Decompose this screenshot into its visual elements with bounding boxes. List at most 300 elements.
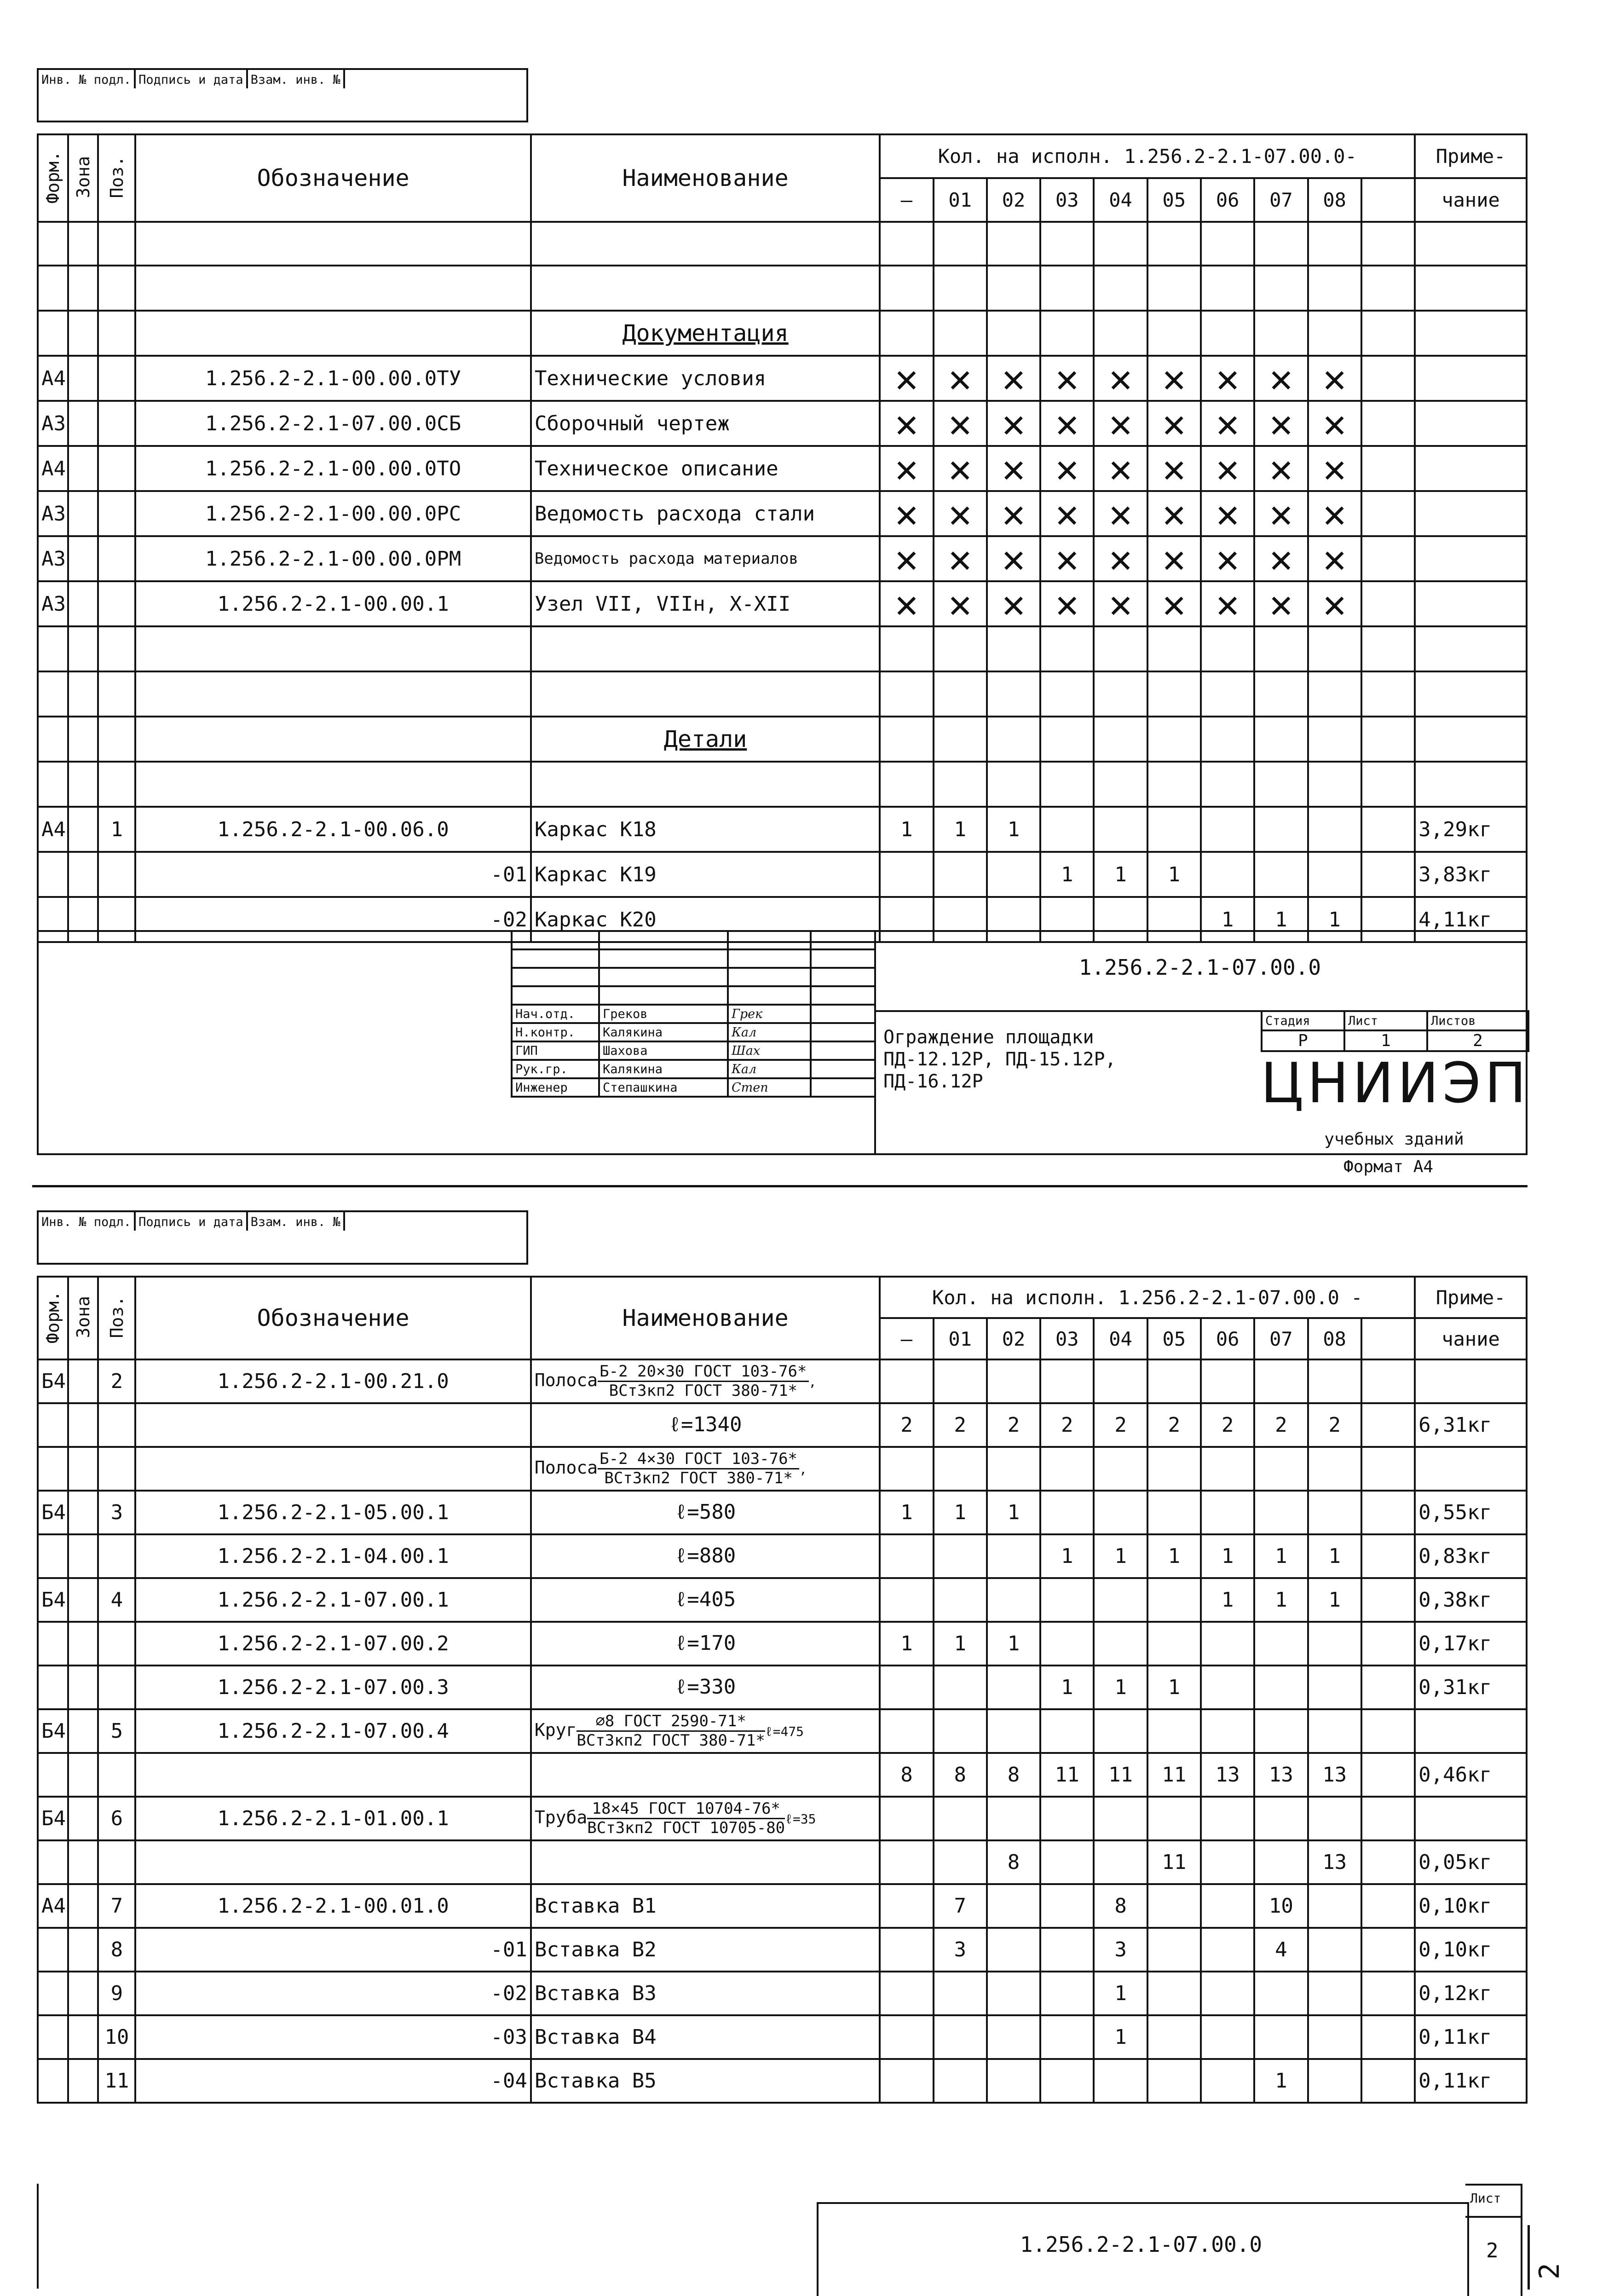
quantity: [1040, 1578, 1094, 1622]
note: 0,38кг: [1415, 1578, 1527, 1622]
empty-cell: [98, 266, 135, 311]
format-code: [38, 1928, 68, 1972]
hdr-variant: 07: [1254, 178, 1308, 222]
cross-mark: ✕: [987, 356, 1040, 401]
quantity: [880, 852, 933, 897]
empty-cell: [68, 762, 98, 807]
table-row: [38, 626, 1527, 671]
material-suffix: ℓ=35: [785, 1811, 816, 1827]
hdr-prim-1: Приме-: [1415, 1277, 1527, 1318]
quantity: [1147, 1972, 1201, 2015]
quantity: [934, 1666, 987, 1709]
hdr-variant: —: [880, 178, 933, 222]
quantity: [1147, 1797, 1201, 1840]
cross-mark: ✕: [1094, 401, 1147, 446]
cross-mark: ✕: [1094, 581, 1147, 626]
empty-cell: [1254, 222, 1308, 266]
table-row: [38, 356, 1527, 401]
designation: 1.256.2-2.1-07.00.2: [135, 1622, 531, 1666]
quantity: [1040, 1884, 1094, 1928]
empty-cell: [98, 311, 135, 356]
material-profile: Б-2 4×30 ГОСТ 103-76*: [598, 1450, 799, 1469]
quantity: [1361, 1359, 1415, 1403]
quantity: [987, 1534, 1040, 1578]
designation: 1.256.2-2.1-07.00.1: [135, 1578, 531, 1622]
quantity: 1: [1254, 897, 1308, 942]
quantity: [1361, 1797, 1415, 1840]
cross-mark: ✕: [1094, 536, 1147, 581]
format-code: А4: [38, 1884, 68, 1928]
material-type: Полоса: [534, 1370, 598, 1390]
quantity: 1: [987, 1622, 1040, 1666]
cross-mark: ✕: [1040, 446, 1094, 491]
tb-person: Калякина: [599, 1023, 728, 1041]
format-code: [38, 1534, 68, 1578]
quantity: 2: [1254, 1403, 1308, 1447]
tb-signature: Кал: [728, 1060, 811, 1078]
material-steel: ВСт3кп2 ГОСТ 380-71*: [577, 1731, 765, 1750]
empty-cell: [1040, 222, 1094, 266]
section-heading-details: Детали: [531, 717, 880, 762]
format-code: [38, 1403, 68, 1447]
quantity: 1: [1094, 1534, 1147, 1578]
cross-mark: ✕: [934, 536, 987, 581]
tb-format: Формат А4: [1343, 1157, 1434, 1176]
note: 0,31кг: [1415, 1666, 1527, 1709]
quantity: 13: [1308, 1840, 1361, 1884]
position-number: [98, 1753, 135, 1797]
tb-title: [883, 1026, 1251, 1093]
cross-mark: ✕: [1308, 536, 1361, 581]
table-row: [38, 1840, 1527, 1884]
quantity: [1308, 2015, 1361, 2059]
empty-cell: [98, 536, 135, 581]
tb-signature: Кал: [728, 1023, 811, 1041]
format-code: [38, 897, 68, 942]
empty-cell: [934, 671, 987, 717]
quantity: [1361, 1578, 1415, 1622]
empty-cell: [38, 762, 68, 807]
item-name: ℓ=880: [531, 1534, 880, 1578]
empty-cell: [1361, 626, 1415, 671]
quantity: [1201, 1622, 1254, 1666]
format-code: [38, 1666, 68, 1709]
quantity: [1201, 2059, 1254, 2103]
quantity: [1361, 1928, 1415, 1972]
material-type: Полоса: [534, 1457, 598, 1478]
hdr-oboznachenie: Обозначение: [135, 134, 531, 222]
quantity: [1361, 1622, 1415, 1666]
empty-cell: [934, 222, 987, 266]
cross-mark: ✕: [987, 446, 1040, 491]
item-name: Вставка В3: [531, 1972, 880, 2015]
hdr-variant: 07: [1254, 1318, 1308, 1359]
empty-cell: [531, 671, 880, 717]
empty-cell: [38, 671, 68, 717]
quantity: 1: [880, 807, 933, 852]
quantity: [1147, 1884, 1201, 1928]
material-suffix: ℓ=475: [765, 1724, 804, 1739]
empty-cell: [68, 1622, 98, 1666]
tb-role: Н.контр.: [512, 1023, 599, 1041]
empty-cell: [68, 1359, 98, 1403]
item-name: Каркас К20: [531, 897, 880, 942]
hdr-oboznachenie: Обозначение: [135, 1277, 531, 1359]
quantity: [1361, 1666, 1415, 1709]
position-number: 6: [98, 1797, 135, 1840]
quantity: [880, 1534, 933, 1578]
empty-cell: [987, 671, 1040, 717]
quantity: [1147, 1491, 1201, 1534]
quantity: [1361, 1753, 1415, 1797]
empty-cell: [1040, 762, 1094, 807]
quantity: 1: [880, 1491, 933, 1534]
designation: 1.256.2-2.1-00.21.0: [135, 1359, 531, 1403]
quantity: 1: [1254, 1578, 1308, 1622]
hdr-variant: [1361, 178, 1415, 222]
quantity: [934, 1534, 987, 1578]
table-row: [38, 446, 1527, 491]
empty-cell: [934, 266, 987, 311]
empty-cell: [135, 671, 531, 717]
cross-mark: ✕: [987, 401, 1040, 446]
cross-mark: ✕: [880, 446, 933, 491]
quantity: [1361, 807, 1415, 852]
empty-cell: [1415, 762, 1527, 807]
empty-cell: [1254, 717, 1308, 762]
quantity: 1: [1147, 1666, 1201, 1709]
position-number: [98, 1403, 135, 1447]
cross-mark: ✕: [934, 401, 987, 446]
quantity: [1254, 1666, 1308, 1709]
quantity: [1040, 1972, 1094, 2015]
footer-list-number: 2: [1486, 2239, 1499, 2262]
table-row: [38, 1797, 1527, 1840]
empty-cell: [1201, 222, 1254, 266]
quantity: [1308, 1491, 1361, 1534]
format-code: [38, 1447, 68, 1491]
quantity: 1: [880, 1622, 933, 1666]
empty-cell: [68, 1972, 98, 2015]
tb-list-label: Лист: [1344, 1011, 1427, 1030]
empty-cell: [1201, 671, 1254, 717]
empty-cell: [68, 897, 98, 942]
empty-cell: [1415, 626, 1527, 671]
item-name: ℓ=1340: [531, 1403, 880, 1447]
designation: -02: [135, 1972, 531, 2015]
quantity: [1361, 1403, 1415, 1447]
sheet-2: [0, 1197, 1620, 2289]
empty-cell: [135, 717, 531, 762]
quantity: [1040, 1622, 1094, 1666]
empty-cell: [68, 1666, 98, 1709]
empty-cell: [68, 1928, 98, 1972]
quantity: 1: [1201, 1578, 1254, 1622]
tb-role: Инженер: [512, 1078, 599, 1097]
empty-cell: [987, 762, 1040, 807]
quantity: [934, 897, 987, 942]
quantity: [1094, 1840, 1147, 1884]
quantity: [934, 1359, 987, 1403]
quantity: 13: [1201, 1753, 1254, 1797]
empty-cell: [1147, 626, 1201, 671]
designation: 1.256.2-2.1-00.00.0РС: [135, 491, 531, 536]
cross-mark: ✕: [1201, 491, 1254, 536]
cross-mark: ✕: [934, 446, 987, 491]
quantity: [1254, 1491, 1308, 1534]
cross-mark: ✕: [1094, 356, 1147, 401]
quantity: [987, 1972, 1040, 2015]
stamp-inv-podl: Инв. № подл.: [39, 1212, 136, 1231]
cross-mark: ✕: [880, 491, 933, 536]
format-code: [38, 1972, 68, 2015]
quantity: 3: [1094, 1928, 1147, 1972]
quantity: [1308, 1797, 1361, 1840]
empty-cell: [68, 1753, 98, 1797]
quantity: [880, 2059, 933, 2103]
empty-cell: [68, 671, 98, 717]
cross-mark: ✕: [1201, 536, 1254, 581]
quantity: [1308, 852, 1361, 897]
empty-cell: [135, 222, 531, 266]
empty-cell: [68, 1709, 98, 1753]
empty-cell: [934, 311, 987, 356]
quantity: [1201, 1928, 1254, 1972]
item-name: [531, 1447, 880, 1491]
position-number: 2: [98, 1359, 135, 1403]
empty-cell: [1201, 311, 1254, 356]
designation: 1.256.2-2.1-00.00.1: [135, 581, 531, 626]
quantity: [1040, 1359, 1094, 1403]
quantity: 1: [1040, 1666, 1094, 1709]
material-fraction: [598, 1363, 808, 1400]
table-row: [38, 1403, 1527, 1447]
tb-organisation: ЦНИИЭП: [1261, 1052, 1530, 1116]
quantity: 4: [1254, 1928, 1308, 1972]
quantity: [1147, 1622, 1201, 1666]
cross-mark: ✕: [1147, 356, 1201, 401]
empty-cell: [1094, 222, 1147, 266]
quantity: 1: [1201, 897, 1254, 942]
empty-cell: [135, 311, 531, 356]
quantity: [987, 852, 1040, 897]
quantity: [1308, 1666, 1361, 1709]
note: 0,10кг: [1415, 1928, 1527, 1972]
item-name: [531, 1709, 880, 1753]
item-name: ℓ=330: [531, 1666, 880, 1709]
empty-cell: [531, 762, 880, 807]
empty-cell: [880, 311, 933, 356]
quantity: [1040, 807, 1094, 852]
quantity: [987, 1928, 1040, 1972]
quantity: 11: [1040, 1753, 1094, 1797]
quantity: [1094, 2059, 1147, 2103]
empty-cell: [1147, 717, 1201, 762]
note: 0,12кг: [1415, 1972, 1527, 2015]
cross-mark: ✕: [1308, 446, 1361, 491]
item-name: ℓ=170: [531, 1622, 880, 1666]
empty-cell: [68, 852, 98, 897]
empty-cell: [1415, 446, 1527, 491]
empty-cell: [68, 717, 98, 762]
item-name: Вставка В1: [531, 1884, 880, 1928]
empty-cell: [1147, 311, 1201, 356]
sheet-divider: [32, 1185, 1528, 1187]
quantity: 11: [1147, 1753, 1201, 1797]
empty-cell: [1201, 266, 1254, 311]
tb-organisation-sub: учебных зданий: [1324, 1130, 1464, 1149]
quantity: [1201, 1972, 1254, 2015]
empty-cell: [98, 626, 135, 671]
designation: 1.256.2-2.1-04.00.1: [135, 1534, 531, 1578]
tb-title-line: ПД-12.12Р, ПД-15.12Р,: [883, 1049, 1116, 1070]
empty-cell: [531, 626, 880, 671]
format-code: А4: [38, 356, 68, 401]
empty-cell: [1415, 581, 1527, 626]
quantity: [1040, 1709, 1094, 1753]
empty-cell: [1040, 266, 1094, 311]
empty-cell: [1201, 626, 1254, 671]
hdr-form: Форм.: [42, 1290, 63, 1344]
empty-cell: [68, 807, 98, 852]
quantity: 13: [1254, 1753, 1308, 1797]
empty-cell: [934, 626, 987, 671]
hdr-variant: 03: [1040, 178, 1094, 222]
quantity: [1254, 852, 1308, 897]
cross-mark: ✕: [880, 581, 933, 626]
empty-cell: [98, 356, 135, 401]
tb-list: 1: [1344, 1030, 1427, 1051]
quantity: [1040, 1447, 1094, 1491]
quantity: 8: [934, 1753, 987, 1797]
empty-cell: [1415, 671, 1527, 717]
quantity: [880, 1666, 933, 1709]
quantity: 1: [1094, 852, 1147, 897]
quantity: 1: [1254, 1534, 1308, 1578]
hdr-variant: 08: [1308, 178, 1361, 222]
quantity: 8: [1094, 1884, 1147, 1928]
quantity: [1040, 1797, 1094, 1840]
hdr-kol: Кол. на исполн. 1.256.2-2.1-07.00.0-: [880, 134, 1415, 178]
designation: 1.256.2-2.1-07.00.3: [135, 1666, 531, 1709]
hdr-variant: 08: [1308, 1318, 1361, 1359]
hdr-kol: Кол. на исполн. 1.256.2-2.1-07.00.0 -: [880, 1277, 1415, 1318]
empty-cell: [135, 626, 531, 671]
empty-cell: [1308, 222, 1361, 266]
tb-stage-grid: [1261, 1010, 1529, 1052]
cross-mark: ✕: [1254, 581, 1308, 626]
empty-cell: [68, 356, 98, 401]
tb-document-code: 1.256.2-2.1-07.00.0: [1078, 955, 1321, 980]
quantity: [1094, 897, 1147, 942]
note: 0,11кг: [1415, 2059, 1527, 2103]
tb-person: Калякина: [599, 1060, 728, 1078]
empty-cell: [68, 446, 98, 491]
quantity: [1094, 1359, 1147, 1403]
quantity: [1201, 807, 1254, 852]
note: 0,05кг: [1415, 1840, 1527, 1884]
quantity: 1: [934, 1491, 987, 1534]
quantity: [934, 1840, 987, 1884]
hdr-variant: 05: [1147, 178, 1201, 222]
empty-cell: [987, 717, 1040, 762]
cross-mark: ✕: [880, 356, 933, 401]
table-row: [38, 2015, 1527, 2059]
tb-signature: Степ: [728, 1078, 811, 1097]
footer-document-code: 1.256.2-2.1-07.00.0: [1020, 2232, 1263, 2257]
tb-role: Рук.гр.: [512, 1060, 599, 1078]
quantity: 2: [1201, 1403, 1254, 1447]
quantity: 1: [934, 1622, 987, 1666]
position-number: [98, 1622, 135, 1666]
hdr-variant: 02: [987, 178, 1040, 222]
table-row: [38, 536, 1527, 581]
position-number: 1: [98, 807, 135, 852]
format-code: Б4: [38, 1578, 68, 1622]
empty-cell: [1361, 491, 1415, 536]
tb-signature: Шах: [728, 1041, 811, 1060]
table-row: [38, 1447, 1527, 1491]
quantity: [1361, 852, 1415, 897]
note: 3,83кг: [1415, 852, 1527, 897]
quantity: [1308, 1709, 1361, 1753]
position-number: [98, 1447, 135, 1491]
empty-cell: [1361, 671, 1415, 717]
hdr-zona: Зона: [73, 1296, 93, 1338]
material-type: Труба: [534, 1807, 588, 1828]
table-row: [38, 491, 1527, 536]
quantity: [1254, 1840, 1308, 1884]
empty-cell: [68, 491, 98, 536]
quantity: 8: [987, 1753, 1040, 1797]
format-code: А4: [38, 807, 68, 852]
quantity: [1147, 807, 1201, 852]
designation: -01: [135, 852, 531, 897]
note: 0,46кг: [1415, 1753, 1527, 1797]
quantity: [1201, 1840, 1254, 1884]
section-heading-documentation: Документация: [531, 311, 880, 356]
note: 0,11кг: [1415, 2015, 1527, 2059]
cross-mark: ✕: [987, 491, 1040, 536]
empty-cell: [1361, 401, 1415, 446]
quantity: [1201, 1359, 1254, 1403]
empty-cell: [38, 222, 68, 266]
quantity: [1308, 1622, 1361, 1666]
cross-mark: ✕: [1147, 491, 1201, 536]
cross-mark: ✕: [1094, 446, 1147, 491]
tb-person: Степашкина: [599, 1078, 728, 1097]
quantity: [1361, 897, 1415, 942]
quantity: 8: [880, 1753, 933, 1797]
empty-cell: [68, 1534, 98, 1578]
spec-table-docs: [37, 133, 1528, 943]
tb-title-line: Ограждение площадки: [883, 1027, 1094, 1048]
empty-cell: [934, 762, 987, 807]
tb-signature: Грек: [728, 1005, 811, 1023]
quantity: [1040, 2059, 1094, 2103]
quantity: [1308, 2059, 1361, 2103]
cross-mark: ✕: [987, 536, 1040, 581]
quantity: [880, 1578, 933, 1622]
quantity: [1361, 1972, 1415, 2015]
note: 4,11кг: [1415, 897, 1527, 942]
designation: [135, 1840, 531, 1884]
empty-cell: [880, 266, 933, 311]
hdr-variant: 05: [1147, 1318, 1201, 1359]
empty-cell: [1415, 222, 1527, 266]
stamp-vzam: Взам. инв. №: [248, 1212, 345, 1231]
quantity: 1: [1201, 1534, 1254, 1578]
